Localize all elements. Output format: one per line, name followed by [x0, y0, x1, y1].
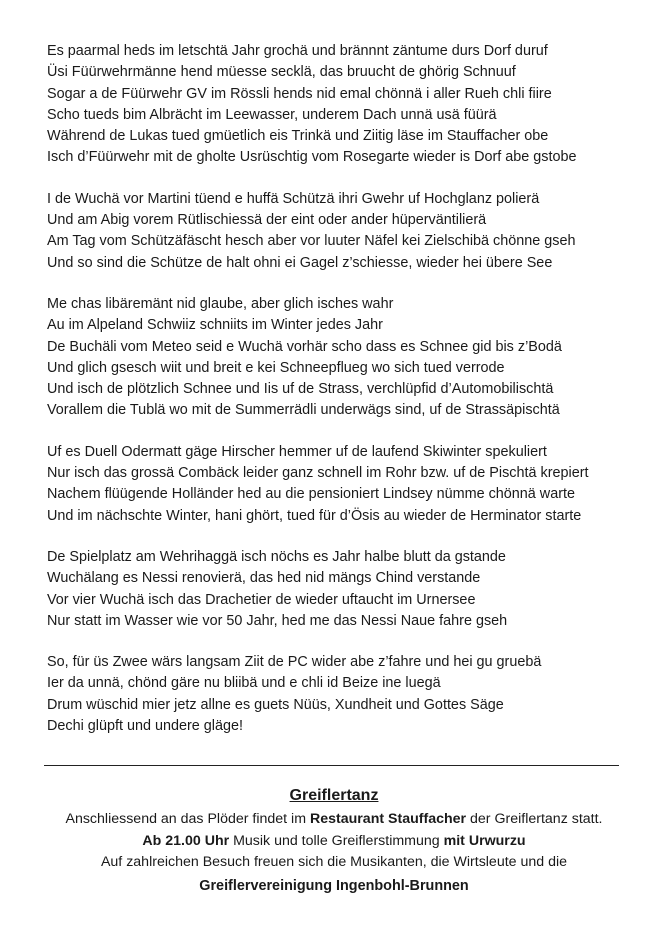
poem-line: Und so sind die Schütze de halt ohni ei Gagel z’schiesse, wieder hei übere See — [47, 254, 553, 271]
poem-stanza — [47, 652, 647, 737]
poem-stanza — [47, 547, 647, 632]
poem-line: Am Tag vom Schützäfäscht hesch aber vor luuter Näfel kei Zielschibä chönne gseh — [47, 233, 576, 250]
poem-stanza — [47, 189, 647, 274]
event-time-line — [0, 831, 668, 853]
poem-line: Me chas libäremänt nid glaube, aber glich isches wahr — [47, 295, 394, 312]
poem-line: Au im Alpeland Schwiiz schniits im Winter jedes Jahr — [47, 317, 383, 334]
poem-line: Und am Abig vorem Rütlischiessä der eint oder ander hüperväntilierä — [47, 212, 487, 229]
poem-line: Üsi Füürwehrmänne hend müesse secklä, das bruucht de ghörig Schnuuf — [47, 64, 516, 81]
event-start-time: Ab 21.00 Uhr — [142, 832, 230, 849]
poem-line: Uf es Duell Odermatt gäge Hirscher hemmer uf de laufend Skiwinter spekuliert — [47, 443, 547, 460]
poem-line: Es paarmal heds im letschtä Jahr grochä und brännnt zäntume durs Dorf duruf — [47, 43, 548, 59]
event-music-text: Musik und tolle Greiflerstimmung — [229, 832, 444, 849]
event-location-pre: Anschliessend an das Plöder findet im — [65, 811, 310, 827]
section-divider — [44, 765, 619, 766]
poem-line: Drum wüschid mier jetz allne es guets Nüüs, Xundheit und Gottes Säge — [47, 696, 504, 713]
poem-line: Isch d’Füürwehr mit de gholte Usrüschtig vom Rosegarte wieder is Dorf abe gstobe — [47, 149, 577, 166]
poem-line: Und im nächschte Winter, hani ghört, tued für d’Ösis au wieder de Herminator starte — [47, 507, 582, 524]
poem-line: I de Wuchä vor Martini tüend e huffä Schützä ihri Gwehr uf Hochglanz polierä — [47, 190, 540, 207]
poem-line: Dechi glüpft und undere gläge! — [47, 718, 244, 735]
poem-line: Nachem flüügende Holländer hed au die pensioniert Lindsey nümme chönnä warte — [47, 486, 575, 503]
poem-line: Vorallem die Tublä wo mit de Summerrädli underwägs sind, uf de Strassäpischtä — [47, 402, 560, 419]
poem-stanza — [47, 442, 647, 527]
poem-line: Ier da unnä, chönd gäre nu bliibä und e chli id Beize ine luegä — [47, 675, 441, 692]
poem-line: Vor vier Wuchä isch das Drachetier de wieder uftaucht im Urnersee — [47, 591, 476, 608]
poem-line: Wuchälang es Nessi renovierä, das hed nid mängs Chind verstande — [47, 570, 481, 587]
event-title: Greiflertanz — [289, 787, 379, 804]
poem-line: De Spielplatz am Wehrihaggä isch nöchs es Jahr halbe blutt da gstande — [47, 548, 506, 565]
event-organizer: Greiflervereinigung Ingenbohl-Brunnen — [199, 877, 469, 894]
poem-stanza — [47, 41, 647, 169]
poem-line: Nur statt im Wasser wie vor 50 Jahr, hed me das Nessi Naue fahre gseh — [47, 612, 508, 629]
poem-line: De Buchäli vom Meteo seid e Wuchä vorhär scho dass es Schnee gid bis z’Bodä — [47, 338, 562, 355]
poem-line: Nur isch das grossä Combäck leider ganz schnell im Rohr bzw. uf de Pischtä krepiert — [47, 465, 589, 482]
event-venue: Restaurant Stauffacher — [309, 811, 467, 827]
poem — [47, 41, 647, 757]
event-invitation-line: Auf zahlreichen Besuch freuen sich die Musikanten, die Wirtsleute und die — [100, 854, 568, 870]
event-location-post: der Greiflertanz statt. — [466, 811, 603, 827]
event-announcement — [0, 785, 668, 897]
poem-line: Während de Lukas tued gmüetlich eis Trinkä und Ziitig läse im Stauffacher obe — [47, 128, 549, 145]
event-location-line — [0, 809, 668, 831]
event-band: mit Urwurzu — [443, 832, 526, 849]
poem-line: Und glich gsesch wiit und breit e kei Schneepflueg wo sich tued verrode — [47, 359, 505, 376]
poem-line: Und isch de plötzlich Schnee und Iis uf de Strass, verchlüpfid d’Automobilischtä — [47, 381, 554, 398]
poem-line: Sogar a de Füürwehr GV im Rössli hends nid emal chönnä i aller Rueh chli fiire — [47, 85, 552, 102]
poem-line: Scho tueds bim Albrächt im Leewasser, underem Dach unnä usä füürä — [47, 106, 497, 123]
poem-line: So, für üs Zwee wärs langsam Ziit de PC wider abe z’fahre und hei gu gruebä — [47, 654, 542, 671]
poem-stanza — [47, 294, 647, 422]
